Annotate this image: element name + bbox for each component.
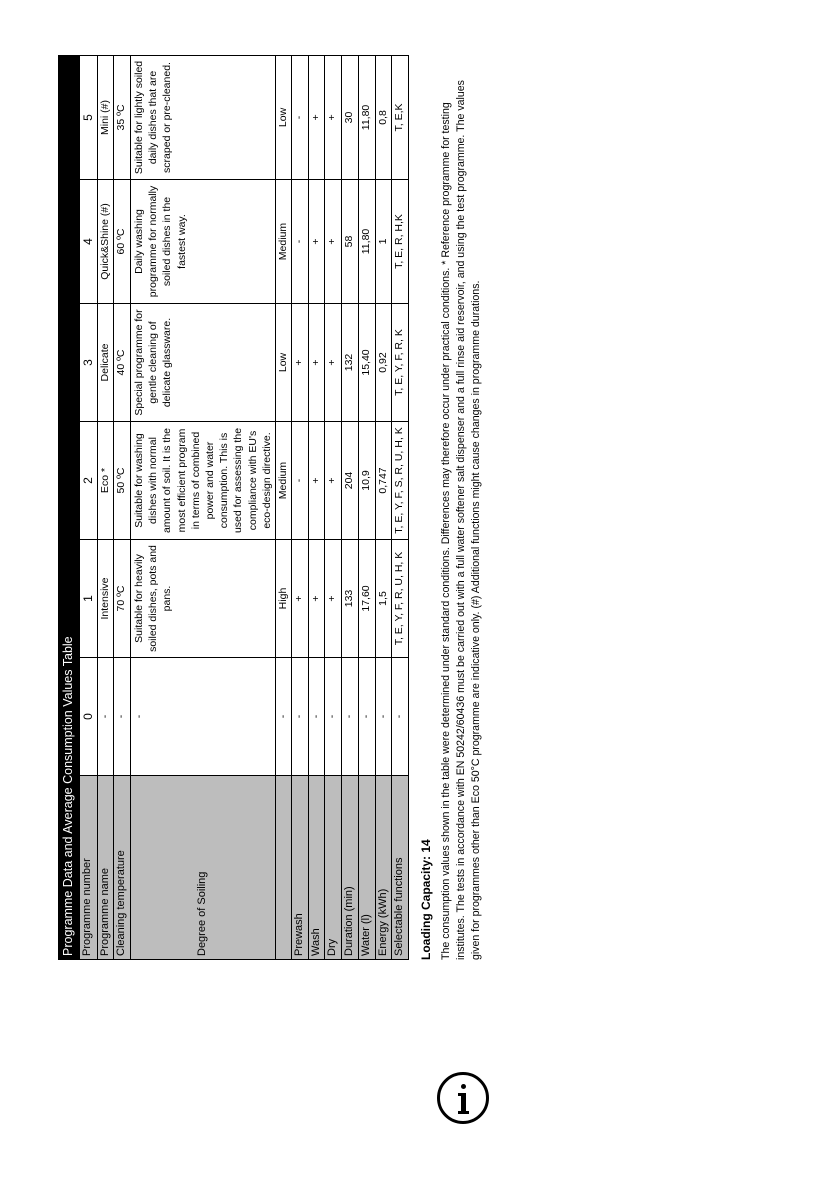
cell-prewash-prog-5: -	[291, 55, 308, 179]
cell-prewash-prog-0: -	[291, 658, 308, 776]
cell-wash-prog-1: +	[308, 540, 325, 658]
cell-dry-prog-0: -	[325, 658, 342, 776]
rotated-page-content	[58, 56, 668, 960]
cell-functions-prog-0: -	[392, 658, 409, 776]
cell-prewash-prog-1: +	[291, 540, 308, 658]
cell-functions-prog-2: T, E, Y, F, S, R, U, H, K	[392, 422, 409, 540]
cell-water-prog-4: 11,80	[358, 180, 375, 304]
cell-functions-prog-4: T, E, R, H,K	[392, 180, 409, 304]
table-row-level	[275, 55, 291, 959]
cell-functions-prog-1: T, E, Y, F, R, U, H, K	[392, 540, 409, 658]
cell-energy-prog-5: 0,8	[375, 55, 392, 179]
cell-dry-prog-1: +	[325, 540, 342, 658]
table-row-number	[79, 55, 97, 959]
cell-name-prog-2: Eco *	[97, 422, 114, 540]
cell-duration-prog-0: -	[342, 658, 359, 776]
cell-name-prog-5: Mini (#)	[97, 55, 114, 179]
table-row-temp	[114, 55, 131, 959]
cell-duration-prog-5: 30	[342, 55, 359, 179]
cell-name-prog-4: Quick&Shine (#)	[97, 180, 114, 304]
cell-temp-prog-5: 35 ºC	[114, 55, 131, 179]
cell-wash-prog-3: +	[308, 304, 325, 422]
cell-level-prog-2: Medium	[275, 422, 291, 540]
cell-number-prog-4: 4	[79, 180, 97, 304]
cell-water-prog-0: -	[358, 658, 375, 776]
cell-duration-prog-4: 58	[342, 180, 359, 304]
table-row-energy	[375, 55, 392, 959]
cell-soil-prog-4: Daily washing programme for normally soiled dishes in the fastest way.	[131, 180, 276, 304]
cell-energy-prog-0: -	[375, 658, 392, 776]
row-label-soil: Degree of Soiling	[131, 776, 276, 960]
cell-duration-prog-3: 132	[342, 304, 359, 422]
cell-number-prog-2: 2	[79, 422, 97, 540]
row-label-number: Programme number	[79, 776, 97, 960]
cell-wash-prog-5: +	[308, 55, 325, 179]
table-row-duration	[342, 55, 359, 959]
cell-temp-prog-0: -	[114, 658, 131, 776]
cell-soil-prog-0: -	[131, 658, 276, 776]
cell-dry-prog-5: +	[325, 55, 342, 179]
row-label-duration: Duration (min)	[342, 776, 359, 960]
cell-wash-prog-0: -	[308, 658, 325, 776]
row-label-dry: Dry	[325, 776, 342, 960]
cell-energy-prog-3: 0,92	[375, 304, 392, 422]
cell-functions-prog-5: T, E,K	[392, 55, 409, 179]
cell-name-prog-0: -	[97, 658, 114, 776]
table-row-wash	[308, 55, 325, 959]
cell-temp-prog-4: 60 ºC	[114, 180, 131, 304]
cell-prewash-prog-4: -	[291, 180, 308, 304]
cell-prewash-prog-2: -	[291, 422, 308, 540]
cell-functions-prog-3: T, E, Y, F, R, K	[392, 304, 409, 422]
cell-prewash-prog-3: +	[291, 304, 308, 422]
cell-energy-prog-2: 0,747	[375, 422, 392, 540]
info-icon	[437, 1072, 489, 1124]
cell-number-prog-1: 1	[79, 540, 97, 658]
table-row-soil	[131, 55, 276, 959]
cell-duration-prog-1: 133	[342, 540, 359, 658]
cell-level-prog-4: Medium	[275, 180, 291, 304]
cell-number-prog-3: 3	[79, 304, 97, 422]
row-label-prewash: Prewash	[291, 776, 308, 960]
cell-dry-prog-2: +	[325, 422, 342, 540]
table-row-functions	[392, 55, 409, 959]
cell-dry-prog-4: +	[325, 180, 342, 304]
row-label-temp: Cleaning temperature	[114, 776, 131, 960]
cell-temp-prog-3: 40 ºC	[114, 304, 131, 422]
row-label-functions: Selectable functions	[392, 776, 409, 960]
programme-table	[58, 55, 409, 960]
cell-energy-prog-1: 1,5	[375, 540, 392, 658]
cell-water-prog-1: 17,60	[358, 540, 375, 658]
table-row-name	[97, 55, 114, 959]
cell-duration-prog-2: 204	[342, 422, 359, 540]
row-label-level	[275, 776, 291, 960]
table-title: Programme Data and Average Consumption Values Table	[59, 55, 80, 959]
cell-number-prog-0: 0	[79, 658, 97, 776]
loading-capacity: Loading Capacity: 14	[419, 839, 434, 960]
cell-name-prog-3: Delicate	[97, 304, 114, 422]
cell-water-prog-3: 15,40	[358, 304, 375, 422]
cell-water-prog-2: 10,9	[358, 422, 375, 540]
cell-temp-prog-2: 50 ºC	[114, 422, 131, 540]
cell-soil-prog-3: Special programme for gentle cleaning of delicate glassware.	[131, 304, 276, 422]
cell-number-prog-5: 5	[79, 55, 97, 179]
cell-name-prog-1: Intensive	[97, 540, 114, 658]
row-label-wash: Wash	[308, 776, 325, 960]
programme-table-body	[59, 55, 409, 959]
cell-temp-prog-1: 70 ºC	[114, 540, 131, 658]
cell-water-prog-5: 11,80	[358, 55, 375, 179]
cell-soil-prog-1: Suitable for heavily soiled dishes, pots and pans.	[131, 540, 276, 658]
table-title-row	[59, 55, 80, 959]
cell-level-prog-1: High	[275, 540, 291, 658]
cell-level-prog-0: -	[275, 658, 291, 776]
cell-wash-prog-2: +	[308, 422, 325, 540]
table-row-water	[358, 55, 375, 959]
notes-section	[419, 56, 484, 960]
table-row-dry	[325, 55, 342, 959]
row-label-water: Water (l)	[358, 776, 375, 960]
consumption-note: The consumption values shown in the table were determined under standard conditions. Differences may therefore occur under practical conditions. * Reference programme for testing institutes. The tests in accordance with EN 50242/60436 must be carried out with a full water softener salt dispenser and a full rinse aid reservoir, and using the test programme. The values given for programmes other than Eco 50°C programme are indicative only. (#) Additional functions might cause changes in programme durations.	[440, 80, 483, 960]
cell-soil-prog-2: Suitable for washing dishes with normal amount of soil. It is the most efficient program in terms of combined power and water consumption. This is used for assessing the compliance with EU's eco-design directive.	[131, 422, 276, 540]
cell-dry-prog-3: +	[325, 304, 342, 422]
cell-energy-prog-4: 1	[375, 180, 392, 304]
row-label-energy: Energy (kWh)	[375, 776, 392, 960]
row-label-name: Programme name	[97, 776, 114, 960]
cell-level-prog-5: Low	[275, 55, 291, 179]
table-row-prewash	[291, 55, 308, 959]
cell-wash-prog-4: +	[308, 180, 325, 304]
cell-level-prog-3: Low	[275, 304, 291, 422]
cell-soil-prog-5: Suitable for lightly soiled daily dishes that are scraped or pre-cleaned.	[131, 55, 276, 179]
